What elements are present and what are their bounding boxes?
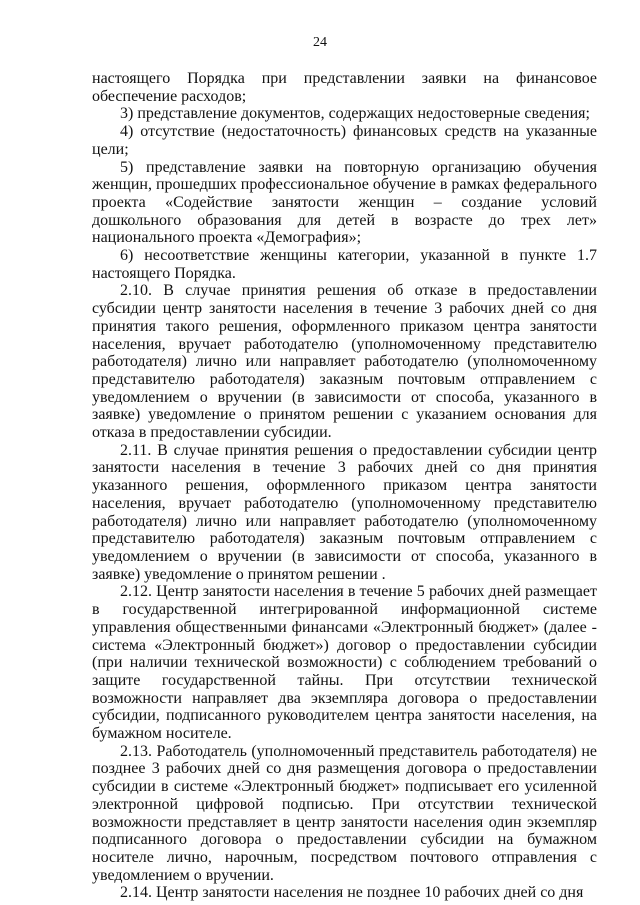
paragraph-item-4: 4) отсутствие (недостаточность) финансовых средств на указанные цели; bbox=[92, 123, 597, 158]
paragraph-item-3: 3) представление документов, содержащих недостоверные сведения; bbox=[120, 105, 590, 123]
paragraph-item-6: 6) несоответствие женщины категории, указанной в пункте 1.7 настоящего Порядка. bbox=[92, 247, 597, 282]
document-body bbox=[92, 70, 597, 902]
paragraph-2-14: 2.14. Центр занятости населения не позднее 10 рабочих дней со дня bbox=[120, 884, 584, 902]
paragraph-2-10: 2.10. В случае принятия решения об отказе в предоставлении субсидии центр занятости населения в течение 3 рабочих дней со дня принятия такого решения, оформленного приказом центра занятости населения, вручает работодателю (уполномоченному представителю работодателя) лично или направляет работодателю (уполномоченному представителю работодателя) заказным почтовым отправлением с уведомлением о вручении (в зависимости от способа, указанного в заявке) уведомление о принятом решении с указанием основания для отказа в предоставлении субсидии. bbox=[92, 282, 597, 442]
paragraph-2-12: 2.12. Центр занятости населения в течение 5 рабочих дней размещает в государственной интегрированной информационной системе управления общественными финансами «Электронный бюджет» (далее - система «Электронный бюджет») договор о предоставлении субсидии (при наличии технической возможности) с соблюдением требований о защите государственной тайны. При отсутствии технической возможности направляет два экземпляра договора о предоставлении субсидии, подписанного руководителем центра занятости населения, на бумажном носителе. bbox=[92, 583, 597, 743]
paragraph-2-13: 2.13. Работодатель (уполномоченный представитель работодателя) не позднее 3 рабочих дней со дня размещения договора о предоставлении субсидии в системе «Электронный бюджет» подписывает его усиленной электронной цифровой подписью. При отсутствии технической возможности представляет в центр занятости населения один экземпляр подписанного договора о предоставлении субсидии на бумажном носителе лично, нарочным, посредством почтового отправления с уведомлением о вручении. bbox=[92, 742, 597, 884]
page-number: 24 bbox=[313, 35, 327, 50]
paragraph-continuation: настоящего Порядка при представлении заявки на финансовое обеспечение расходов; bbox=[92, 70, 597, 105]
paragraph-item-5: 5) представление заявки на повторную организацию обучения женщин, прошедших профессиональное обучение в рамках федерального проекта «Содействие занятости женщин – создание условий дошкольного образования для детей в возрасте до трех лет» национального проекта «Демография»; bbox=[92, 158, 597, 247]
paragraph-2-11: 2.11. В случае принятия решения о предоставлении субсидии центр занятости населения в течение 3 рабочих дней со дня принятия указанного решения, оформленного приказом центра занятости населения, вручает работодателю (уполномоченному представителю работодателя) лично или направляет работодателю (уполномоченному представителю работодателя) заказным почтовым отправлением с уведомлением о вручении (в зависимости от способа, указанного в заявке) уведомление о принятом решении . bbox=[92, 441, 597, 583]
